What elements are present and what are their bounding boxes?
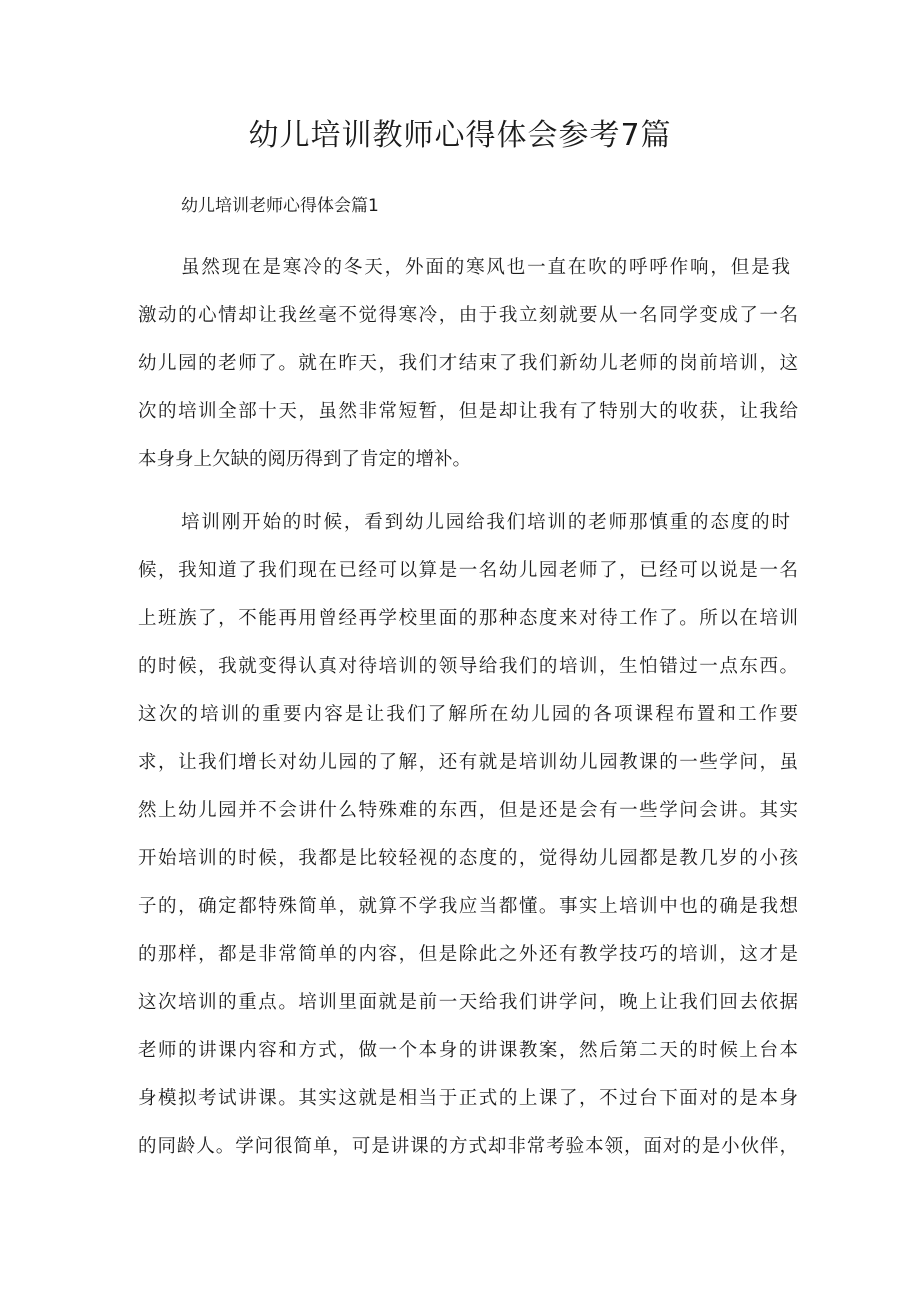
document-title: 幼儿培训教师心得体会参考7篇 <box>248 118 672 153</box>
paragraph-1-line: 激动的心情却让我丝毫不觉得寒冷，由于我立刻就要从一名同学变成了一名 <box>138 305 798 326</box>
paragraph-2-line: 上班族了，不能再用曾经再学校里面的那种态度来对待工作了。所以在培训 <box>138 608 798 629</box>
paragraph-2-line: 这次培训的重点。培训里面就是前一天给我们讲学问，晚上让我们回去依据 <box>138 992 798 1013</box>
paragraph-2-line: 开始培训的时候，我都是比较轻视的态度的，觉得幼儿园都是教几岁的小孩 <box>138 848 798 869</box>
paragraph-1-line: 幼儿园的老师了。就在昨天，我们才结束了我们新幼儿老师的岗前培训，这 <box>138 353 798 374</box>
section-heading: 幼儿培训老师心得体会篇1 <box>181 196 379 216</box>
paragraph-2-line: 的时候，我就变得认真对待培训的领导给我们的培训，生怕错过一点东西。 <box>138 656 798 677</box>
paragraph-2-line: 的那样，都是非常简单的内容，但是除此之外还有教学技巧的培训，这才是 <box>138 944 798 965</box>
paragraph-2-line: 身模拟考试讲课。其实这就是相当于正式的上课了，不过台下面对的是本身 <box>138 1088 798 1109</box>
paragraph-2-line: 这次的培训的重要内容是让我们了解所在幼儿园的各项课程布置和工作要 <box>138 704 798 725</box>
paragraph-1-line: 虽然现在是寒冷的冬天，外面的寒风也一直在吹的呼呼作响，但是我 <box>181 257 790 278</box>
paragraph-2-line: 求，让我们增长对幼儿园的了解，还有就是培训幼儿园教课的一些学问，虽 <box>138 752 798 773</box>
paragraph-2-line: 老师的讲课内容和方式，做一个本身的讲课教案，然后第二天的时候上台本 <box>138 1040 798 1061</box>
paragraph-2-line: 培训刚开始的时候，看到幼儿园给我们培训的老师那慎重的态度的时 <box>181 512 790 533</box>
paragraph-2-line: 候，我知道了我们现在已经可以算是一名幼儿园老师了，已经可以说是一名 <box>138 560 798 581</box>
paragraph-2-line: 然上幼儿园并不会讲什么特殊难的东西，但是还是会有一些学问会讲。其实 <box>138 800 798 821</box>
paragraph-2-line: 的同龄人。学问很简单，可是讲课的方式却非常考验本领，面对的是小伙伴， <box>138 1136 798 1157</box>
paragraph-1-line: 本身身上欠缺的阅历得到了肯定的增补。 <box>138 449 472 470</box>
paragraph-2-line: 子的，确定都特殊简单，就算不学我应当都懂。事实上培训中也的确是我想 <box>138 896 798 917</box>
paragraph-1-line: 次的培训全部十天，虽然非常短暂，但是却让我有了特别大的收获，让我给 <box>138 401 798 422</box>
